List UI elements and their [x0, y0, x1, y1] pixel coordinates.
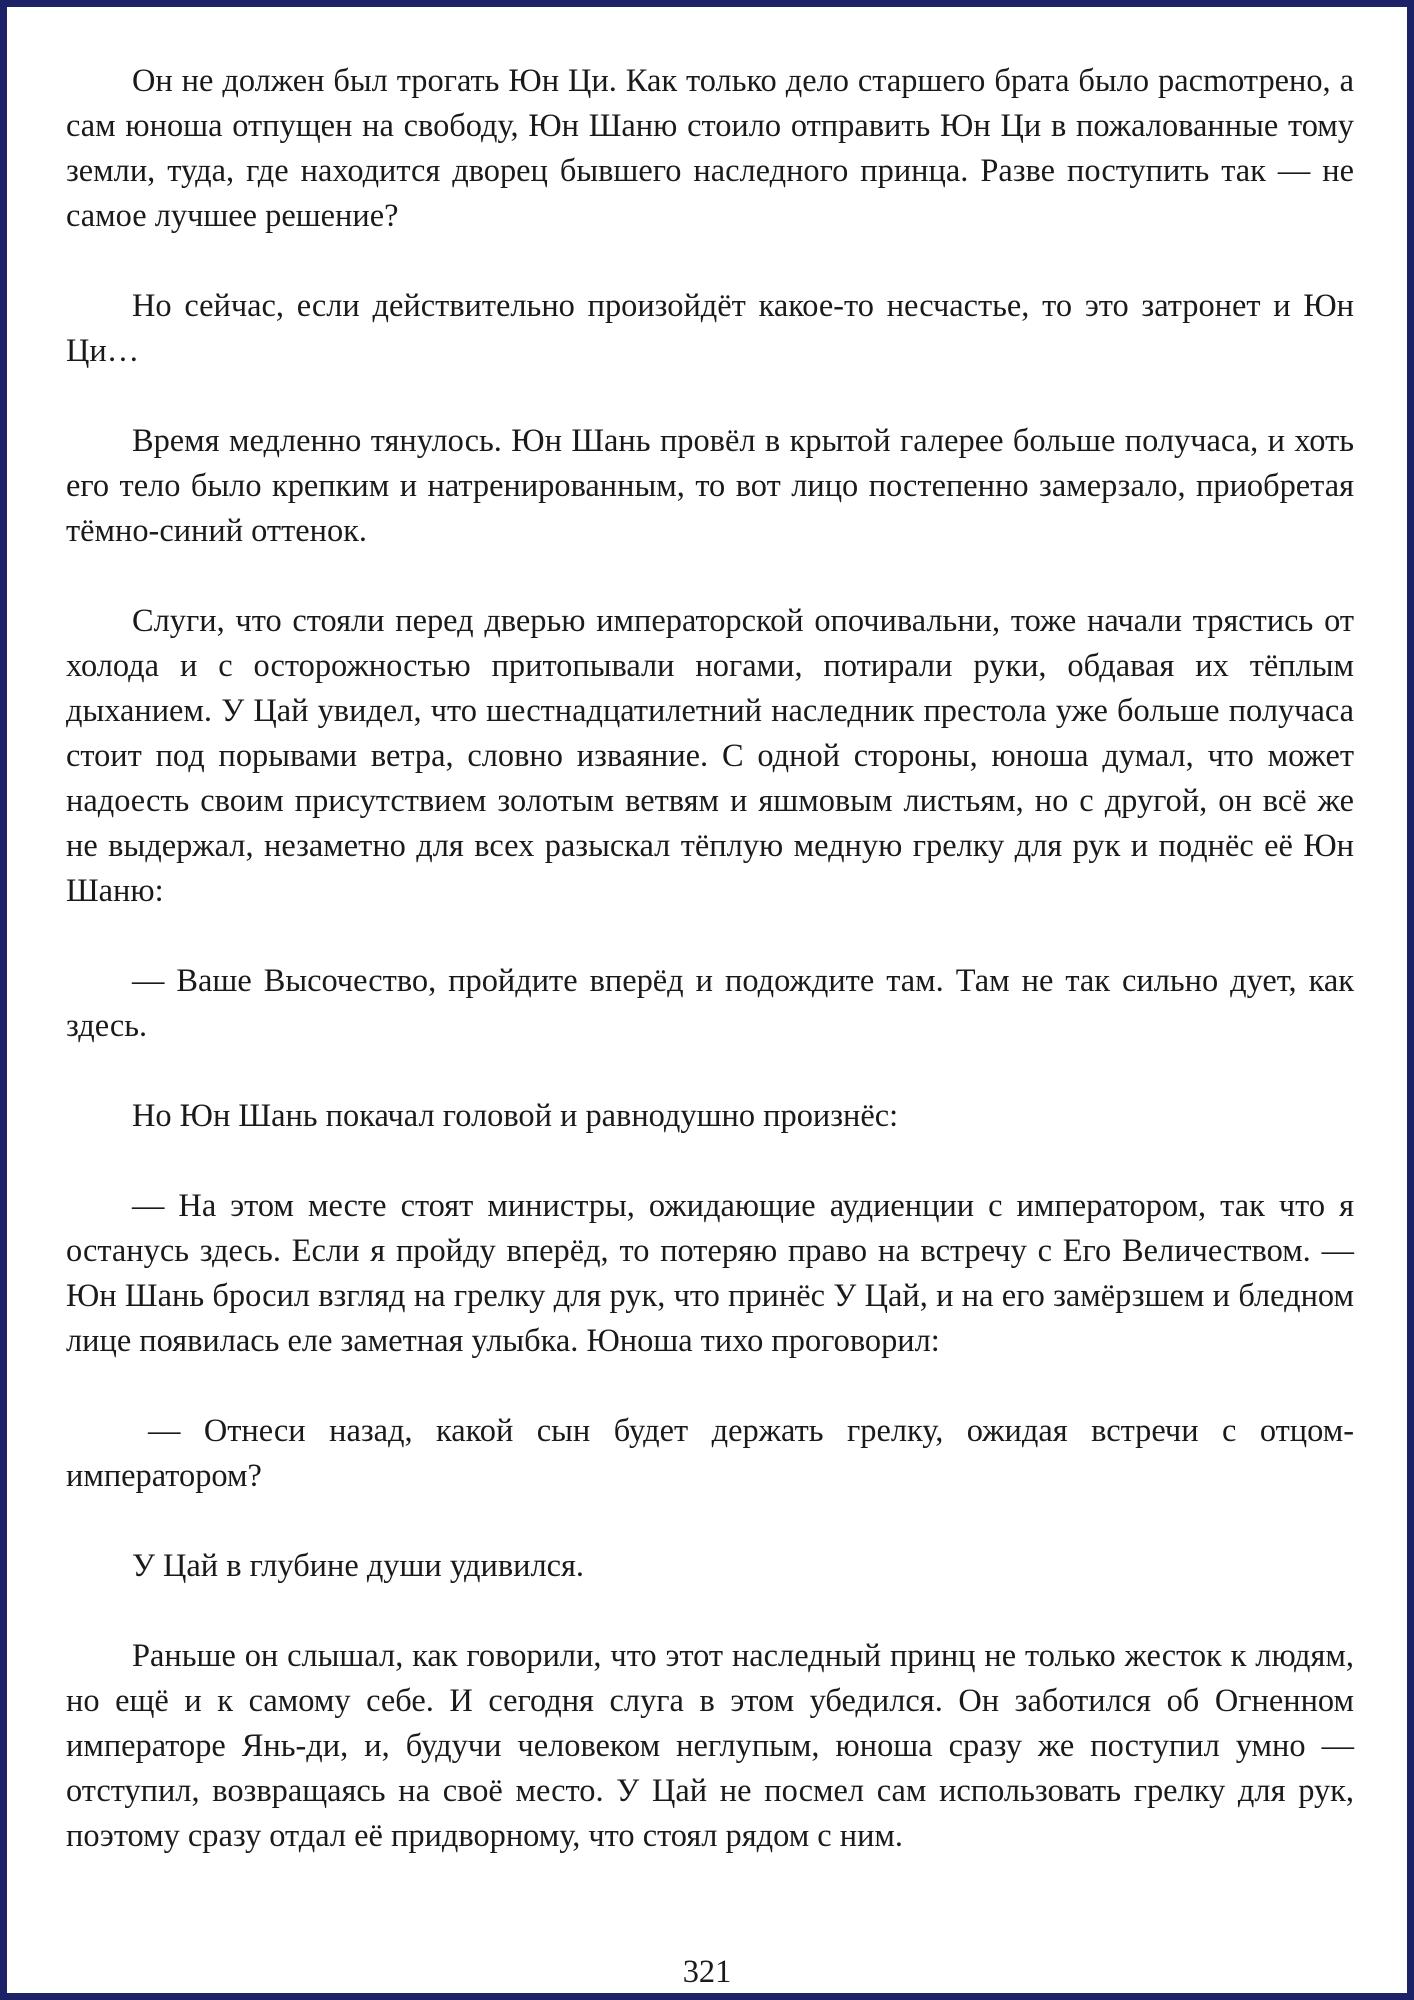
- page-number: 321: [682, 1954, 732, 1990]
- paragraph-10: Раньше он слышал, как говорили, что этот наследный принц не только жесток к людям, но ещё и к самому себе. И сегодня слуга в этом убедился. Он заботился об Огненном императоре Янь-ди, и, будучи человеком неглупым, юноша сразу же поступил умно — отступил, возвращаясь на своё место. У Цай не посмел сам использовать грелку для рук, поэтому сразу отдал её придворному, что стоял рядом с ним.: [66, 1638, 1354, 1854]
- paragraph-1: Он не должен был трогать Юн Ци. Как только дело старшего брата было расmотрено, а сам юноша отпущен на свободу, Юн Шаню стоило отправить Юн Ци в пожалованные тому земли, туда, где находится дворец бывшего наследного принца. Разве поступить так — не самое лучшее решение?: [66, 63, 1354, 234]
- paragraph-5: — Ваше Высочество, пройдите вперёд и подождите там. Там не так сильно дует, как здесь.: [66, 963, 1354, 1044]
- paragraph-7: — На этом месте стоят министры, ожидающие аудиенции с императором, так что я останусь здесь. Если я пройду вперёд, то потеряю право на встречу с Его Величеством. — Юн Шань бросил взгляд на грелку для рук, что принёс У Цай, и на его замёрзшем и бледном лице появилась еле заметная улыбка. Юноша тихо проговорил:: [66, 1188, 1354, 1359]
- paragraph-4: Слуги, что стояли перед дверью императорской опочивальни, тоже начали трястись от холода и с осторожностью притопывали ногами, потирали руки, обдавая их тёплым дыханием. У Цай увидел, что шестнадцатилетний наследник престола уже больше получаса стоит под порывами ветра, словно изваяние. С одной стороны, юноша думал, что может надоесть своим присутствием золотым ветвям и яшмовым листьям, но с другой, он всё же не выдержал, незаметно для всех разыскал тёплую медную грелку для рук и поднёс её Юн Шаню:: [66, 603, 1354, 909]
- paragraph-6: Но Юн Шань покачал головой и равнодушно произнёс:: [132, 1098, 899, 1134]
- paragraph-9: У Цай в глубине души удивился.: [132, 1548, 584, 1584]
- page-body: [66, 59, 1354, 1859]
- paragraph-2: Но сейчас, если действительно произойдёт какое-то несчастье, то это затронет и Юн Ци…: [66, 288, 1354, 369]
- paragraph-3: Время медленно тянулось. Юн Шань провёл в крытой галерее больше получаса, и хоть его тело было крепким и натренированным, то вот лицо постепенно замерзало, приобретая тёмно-синий оттенок.: [66, 423, 1354, 549]
- paragraph-8: — Отнеси назад, какой сын будет держать грелку, ожидая встречи с отцом-императором?: [66, 1413, 1354, 1494]
